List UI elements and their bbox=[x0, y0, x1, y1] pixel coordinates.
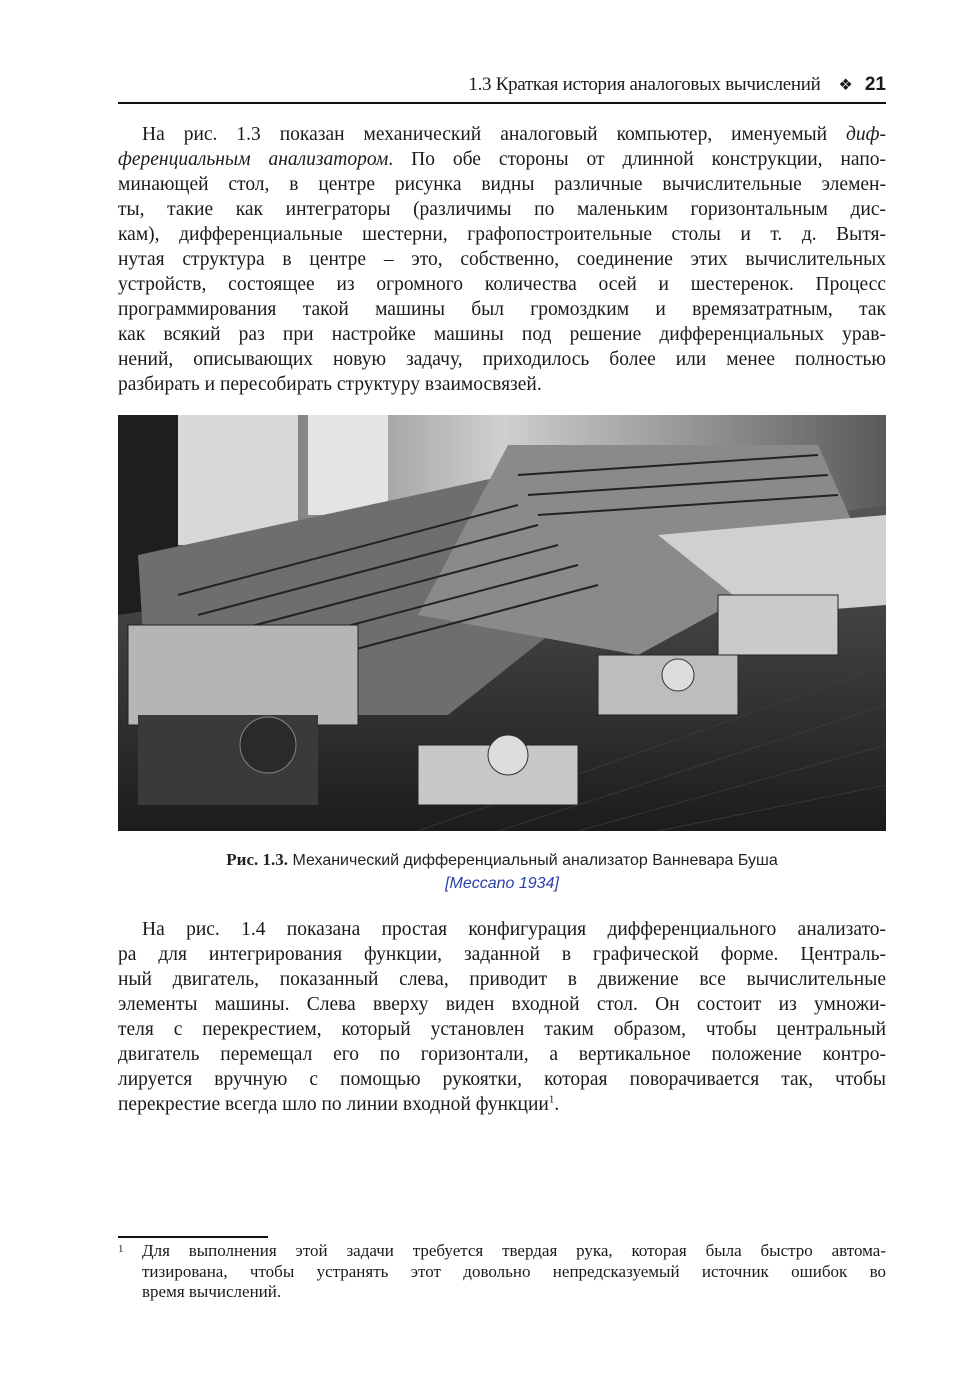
figure-caption bbox=[118, 848, 886, 895]
paragraph-1 bbox=[118, 122, 886, 397]
text-line: ты, такие как интеграторы (различимы по маленьким горизонтальным дис- bbox=[118, 199, 886, 220]
footnote-line: тизирована, чтобы устранять этот довольно непредсказуемый источник ошибок во bbox=[142, 1261, 886, 1281]
footnote-rule bbox=[118, 1236, 268, 1238]
text-line: кам), дифференциальные шестерни, графопостроительные столы и т. д. Вытя- bbox=[118, 224, 886, 245]
text-line: минающей стол, в центре рисунка видны различные вычислительные элемен- bbox=[118, 174, 886, 195]
text-line: На рис. 1.3 показан механический аналоговый компьютер, именуемый диф- bbox=[142, 124, 886, 145]
footnote-line: время вычислений. bbox=[142, 1282, 282, 1301]
header-rule bbox=[118, 102, 886, 104]
text-line: ра для интегрирования функции, заданной в графической форме. Централь- bbox=[118, 944, 886, 965]
text-line: элементы машины. Слева вверху виден входной стол. Он состоит из умножи- bbox=[118, 994, 886, 1015]
ornament-icon: ❖ bbox=[838, 77, 853, 94]
text-line: перекрестие всегда шло по линии входной функции$^1$. bbox=[118, 1093, 560, 1115]
page-number: 21 bbox=[864, 74, 886, 95]
text-line: устройств, состоящее из огромного количества осей и шестеренок. Процесс bbox=[118, 274, 886, 295]
figure-photo-differential-analyzer bbox=[118, 415, 886, 831]
text-line: ференциальным анализатором. По обе стороны от длинной конструкции, напо- bbox=[118, 149, 886, 170]
text-line: На рис. 1.4 показана простая конфигурация дифференциального анализато- bbox=[142, 919, 886, 940]
text-line: теля с перекрестием, который установлен таким образом, чтобы центральный bbox=[118, 1019, 886, 1040]
section-title: 1.3 Краткая история аналоговых вычислений bbox=[468, 74, 821, 95]
running-header bbox=[118, 74, 886, 102]
text-line: разбирать и пересобирать структуру взаимосвязей. bbox=[118, 374, 542, 395]
footnote-mark: 1 bbox=[118, 1243, 124, 1255]
footnote bbox=[118, 1241, 886, 1303]
text-line: программирования такой машины был громоздким и времязатратным, так bbox=[118, 299, 886, 320]
text-line: как всякий раз при настройке машины под решение дифференциальных урав- bbox=[118, 324, 886, 345]
footnote-line: Для выполнения этой задачи требуется твердая рука, которая была быстро автома- bbox=[142, 1241, 886, 1260]
figure-label: Рис. 1.3. bbox=[226, 850, 288, 869]
text-line: двигатель перемещал его по горизонтали, а вертикальное положение контро- bbox=[118, 1044, 886, 1065]
footnote-reference[interactable]: 1 bbox=[548, 1093, 555, 1106]
text-line: лируется вручную с помощью рукоятки, которая поворачивается так, чтобы bbox=[118, 1069, 886, 1090]
paragraph-2 bbox=[118, 917, 886, 1117]
text-line: нутая структура в центре – это, собственно, соединение этих вычислительных bbox=[118, 249, 886, 270]
figure-citation-link[interactable]: [Meccano 1934] bbox=[445, 875, 559, 892]
text-line: нений, описывающих новую задачу, приходилось более или менее полностью bbox=[118, 349, 886, 370]
text-line: ный двигатель, показанный слева, приводит в движение все вычислительные bbox=[118, 969, 886, 990]
figure-caption-text: Механический дифференциальный анализатор Ванневара Буша bbox=[288, 852, 778, 869]
